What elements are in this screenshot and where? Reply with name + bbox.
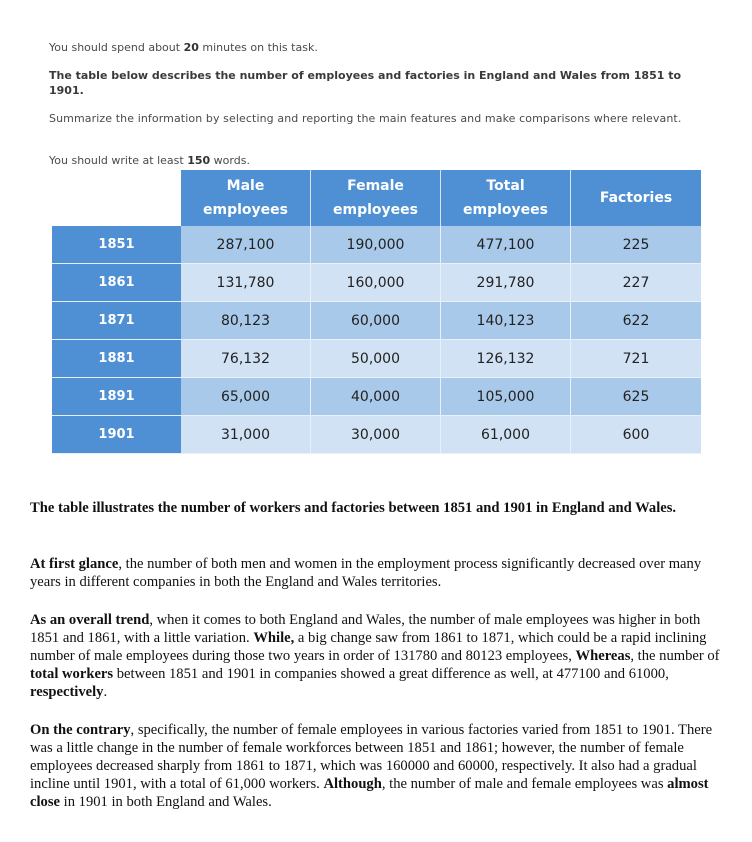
essay-bold-phrase: total workers: [30, 666, 114, 682]
word-count: 150: [187, 154, 211, 167]
table-row: [52, 340, 701, 378]
header-factories: [571, 170, 702, 226]
table-corner: [52, 170, 181, 226]
time-instruction: [49, 40, 318, 55]
cell-male: 80,123: [181, 302, 311, 340]
words-text-pre: You should write at least: [49, 154, 188, 167]
cell-factories: 227: [571, 264, 702, 302]
header-total-line1: Total: [486, 178, 525, 194]
essay-text: a big change saw from 1861 to 1871, which could be a rapid inclining number of male employees during those two years in order of 131780 and 80123 employees,: [30, 630, 707, 664]
essay-paragraph-overview: [30, 555, 722, 591]
essay-bold-phrase: respectively: [30, 684, 104, 700]
essay-paragraph-male: [30, 611, 722, 701]
cell-factories: 225: [571, 226, 702, 264]
header-total-line2: employees: [463, 202, 548, 218]
cell-male: 76,132: [181, 340, 311, 378]
table-row: [52, 264, 701, 302]
header-male-line2: employees: [203, 202, 288, 218]
essay-bold-phrase: Although: [323, 776, 382, 792]
header-female-employees: [311, 170, 441, 226]
task-description: The table below describes the number of employees and factories in England and Wales from 1851 to 1901.: [49, 69, 682, 97]
essay-paragraph-female: [30, 721, 722, 811]
cell-female: 190,000: [311, 226, 441, 264]
cell-total: 140,123: [441, 302, 571, 340]
cell-factories: 625: [571, 378, 702, 416]
row-year: 1861: [52, 264, 181, 302]
essay-text: , the number of both men and women in the employment process significantly decreased over many years in different companies in both the England and Wales territories.: [30, 556, 702, 590]
header-factories-label: Factories: [599, 190, 673, 206]
cell-factories: 600: [571, 416, 702, 454]
header-total-employees: [441, 170, 571, 226]
cell-female: 40,000: [311, 378, 441, 416]
employees-factories-table: [52, 170, 701, 454]
cell-male: 131,780: [181, 264, 311, 302]
cell-total: 477,100: [441, 226, 571, 264]
row-year: 1871: [52, 302, 181, 340]
header-male-line1: Male: [226, 178, 265, 194]
essay-introduction: The table illustrates the number of workers and factories between 1851 and 1901 in England and Wales.: [30, 500, 677, 516]
essay-text: , when it comes to both England and Wales, the number of male employees was higher in both 1851 and 1861, with a little variation.: [30, 612, 701, 646]
essay-bold-phrase: almost close: [30, 776, 709, 810]
header-male-employees: [181, 170, 311, 226]
cell-factories: 622: [571, 302, 702, 340]
row-year: 1851: [52, 226, 181, 264]
cell-female: 60,000: [311, 302, 441, 340]
time-text-pre: You should spend about: [49, 41, 184, 54]
essay-text: between 1851 and 1901 in companies showed a great difference as well, at 477100 and 61000,: [113, 666, 669, 682]
row-year: 1891: [52, 378, 181, 416]
cell-male: 31,000: [181, 416, 311, 454]
essay-bold-phrase: While,: [253, 630, 295, 646]
table-row: [52, 302, 701, 340]
row-year: 1901: [52, 416, 181, 454]
cell-total: 61,000: [441, 416, 571, 454]
essay-bold-phrase: At first glance: [30, 556, 119, 572]
time-minutes: 20: [183, 41, 199, 54]
table-header-row: [52, 170, 701, 226]
cell-male: 65,000: [181, 378, 311, 416]
table-row: [52, 226, 701, 264]
words-text-post: words.: [210, 154, 250, 167]
essay-bold-phrase: As an overall trend: [30, 612, 150, 628]
essay-bold-phrase: On the contrary: [30, 722, 131, 738]
header-female-line2: employees: [333, 202, 418, 218]
essay-text: in 1901 in both England and Wales.: [60, 794, 272, 810]
essay-text: , the number of male and female employees was: [381, 776, 668, 792]
essay-bold-phrase: Whereas: [575, 648, 631, 664]
cell-female: 50,000: [311, 340, 441, 378]
essay-text: , specifically, the number of female employees in various factories varied from 1851 to 1901. There was a little change in the number of female workforces between 1851 and 1861; however, the number of female employees decreased sharply from 1861 to 1871, which was 160000 and 60000, respectively. It also had a gradual incline until 1901, with a total of 61,000 workers.: [30, 722, 713, 792]
essay-text: .: [103, 684, 108, 700]
cell-female: 160,000: [311, 264, 441, 302]
cell-total: 291,780: [441, 264, 571, 302]
table-row: [52, 378, 701, 416]
header-female-line1: Female: [347, 178, 404, 194]
essay-text: , the number of: [630, 648, 720, 664]
cell-factories: 721: [571, 340, 702, 378]
row-year: 1881: [52, 340, 181, 378]
word-count-instruction: [49, 153, 250, 168]
cell-total: 126,132: [441, 340, 571, 378]
table-row: [52, 416, 701, 454]
task-instruction: Summarize the information by selecting and reporting the main features and make comparisons where relevant.: [49, 112, 682, 125]
cell-male: 287,100: [181, 226, 311, 264]
cell-total: 105,000: [441, 378, 571, 416]
time-text-post: minutes on this task.: [198, 41, 318, 54]
cell-female: 30,000: [311, 416, 441, 454]
